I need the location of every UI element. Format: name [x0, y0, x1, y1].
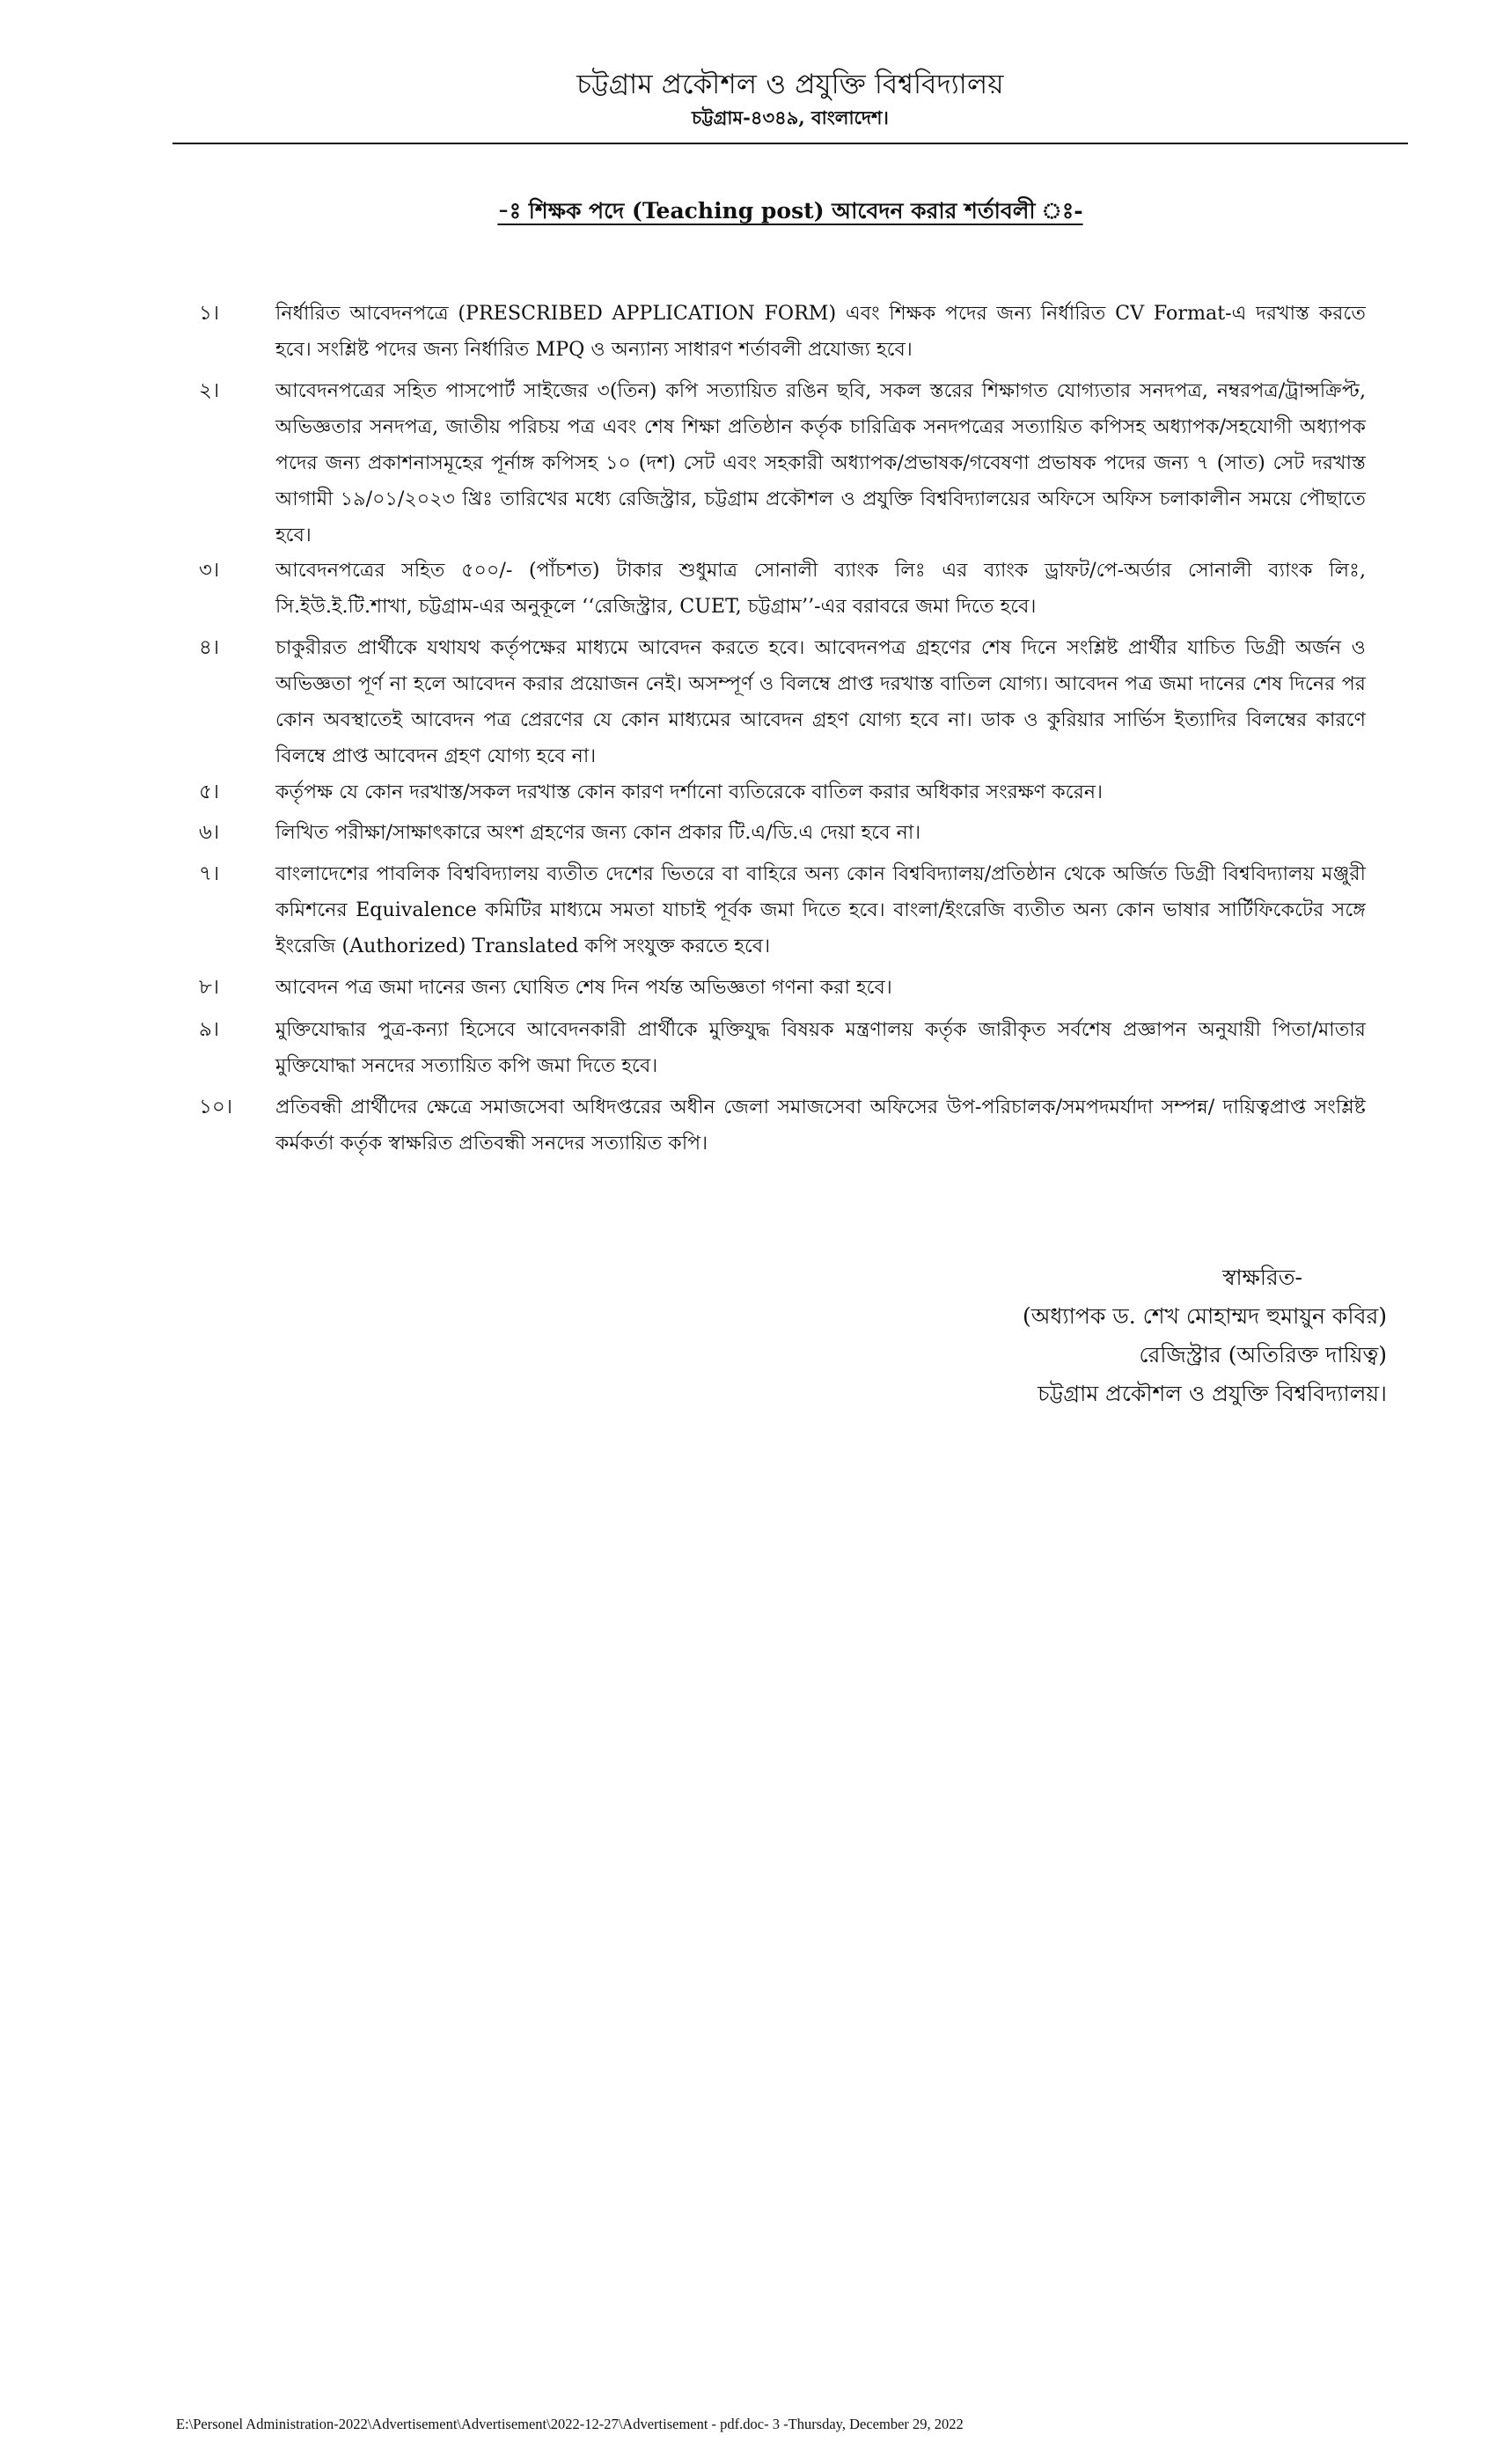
condition-text: লিখিত পরীক্ষা/সাক্ষাৎকারে অংশ গ্রহণের জন্য কোন প্রকার টি.এ/ডি.এ দেয়া হবে না।	[275, 821, 921, 844]
condition-text: কর্তৃপক্ষ যে কোন দরখাস্ত/সকল দরখাস্ত কোন কারণ দর্শানো ব্যতিরেকে বাতিল করার অধিকার সংরক্ষণ করেন।	[275, 781, 1104, 803]
file-path-footer: E:\Personel Administration-2022\Advertisement\Advertisement\2022-12-27\Advertisement - pdf.doc- 3 -Thursday, December 29, 2022	[176, 2416, 964, 2432]
condition-number: ৩।	[199, 559, 220, 582]
condition-text: আবেদনপত্রের সহিত ৫০০/- (পাঁচশত) টাকার শুধুমাত্র সোনালী ব্যাংক লিঃ এর ব্যাংক ড্রাফট/পে-অর্ডার সোনালী ব্যাংক লিঃ, সি.ইউ.ই.টি.শাখা, চট্টগ্রাম-এর অনুকূলে ‘‘রেজিস্ট্রার, CUET, চট্টগ্রাম’’-এর বরাবরে জমা দিতে হবে।	[275, 559, 1366, 618]
condition-text: আবেদনপত্রের সহিত পাসপোর্ট সাইজের ৩(তিন) কপি সত্যায়িত রঙিন ছবি, সকল স্তরের শিক্ষাগত যোগ্যতার সনদপত্র, নম্বরপত্র/ট্রান্সক্রিপ্ট, অভিজ্ঞতার সনদপত্র, জাতীয় পরিচয় পত্র এবং শেষ শিক্ষা প্রতিষ্ঠান কর্তৃক চারিত্রিক সনদপত্রের সত্যায়িত কপিসহ অধ্যাপক/সহযোগী অধ্যাপক পদের জন্য প্রকাশনাসমূহের পূর্নাঙ্গ কপিসহ ১০ (দশ) সেট এবং সহকারী অধ্যাপক/প্রভাষক/গবেষণা প্রভাষক পদের জন্য ৭ (সাত) সেট দরখাস্ত আগামী ১৯/০১/২০২৩ খ্রিঃ তারিখের মধ্যে রেজিস্ট্রার, চট্টগ্রাম প্রকৌশল ও প্রযুক্তি বিশ্ববিদ্যালয়ের অফিসে অফিস চলাকালীন সময়ে পৌছাতে হবে।	[275, 379, 1366, 546]
condition-text: বাংলাদেশের পাবলিক বিশ্ববিদ্যালয় ব্যতীত দেশের ভিতরে বা বাহিরে অন্য কোন বিশ্ববিদ্যালয়/প্রতিষ্ঠান থেকে অর্জিত ডিগ্রী বিশ্ববিদ্যালয় মঞ্জুরী কমিশনের Equivalence কমিটির মাধ্যমে সমতা যাচাই পূর্বক জমা দিতে হবে। বাংলা/ইংরেজি ব্যতীত অন্য কোন ভাষার সার্টিফিকেটের সঙ্গে ইংরেজি (Authorized) Translated কপি সংযুক্ত করতে হবে।	[275, 862, 1366, 957]
condition-number: ১০।	[199, 1096, 233, 1118]
condition-number: ৯।	[199, 1018, 220, 1041]
signature-block	[880, 1258, 1387, 1413]
condition-number: ৪।	[199, 636, 220, 659]
document-title-text: -ঃ শিক্ষক পদে (Teaching post) আবেদন করার শর্তাবলী ঃ-	[497, 198, 1083, 224]
university-name: চট্টগ্রাম প্রকৌশল ও প্রযুক্তি বিশ্ববিদ্যালয়	[576, 69, 1004, 100]
signatory-institution: চট্টগ্রাম প্রকৌশল ও প্রযুক্তি বিশ্ববিদ্যালয়।	[1038, 1381, 1387, 1406]
signatory-name: (অধ্যাপক ড. শেখ মোহাম্মদ হুমায়ুন কবির)	[1023, 1303, 1387, 1329]
condition-text: চাকুরীরত প্রার্থীকে যথাযথ কর্তৃপক্ষের মাধ্যমে আবেদন করতে হবে। আবেদনপত্র গ্রহণের শেষ দিনে সংশ্লিষ্ট প্রার্থীর যাচিত ডিগ্রী অর্জন ও অভিজ্ঞতা পূর্ণ না হলে আবেদন করার প্রয়োজন নেই। অসম্পূর্ণ ও বিলম্বে প্রাপ্ত দরখাস্ত বাতিল যোগ্য। আবেদন পত্র জমা দানের শেষ দিনের পর কোন অবস্থাতেই আবেদন পত্র প্রেরণের যে কোন মাধ্যমের আবেদন গ্রহণ যোগ্য হবে না। ডাক ও কুরিয়ার সার্ভিস ইত্যাদির বিলম্বের কারণে বিলম্বে প্রাপ্ত আবেদন গ্রহণ যোগ্য হবে না।	[275, 636, 1366, 767]
signature-label: স্বাক্ষরিত-	[1222, 1265, 1302, 1290]
condition-number: ৮।	[199, 976, 220, 999]
condition-number: ৬।	[199, 821, 220, 844]
condition-text: মুক্তিযোদ্ধার পুত্র-কন্যা হিসেবে আবেদনকারী প্রার্থীকে মুক্তিযুদ্ধ বিষয়ক মন্ত্রণালয় কর্তৃক জারীকৃত সর্বশেষ প্রজ্ঞাপন অনুযায়ী পিতা/মাতার মুক্তিযোদ্ধা সনদের সত্যায়িত কপি জমা দিতে হবে।	[275, 1018, 1366, 1077]
condition-number: ৭।	[199, 862, 220, 885]
condition-text: নির্ধারিত আবেদনপত্রে (PRESCRIBED APPLICATION FORM) এবং শিক্ষক পদের জন্য নির্ধারিত CV Format-এ দরখাস্ত করতে হবে। সংশ্লিষ্ট পদের জন্য নির্ধারিত MPQ ও অন্যান্য সাধারণ শর্তাবলী প্রযোজ্য হবে।	[275, 302, 1366, 361]
signatory-designation: রেজিস্ট্রার (অতিরিক্ত দায়িত্ব)	[1139, 1342, 1387, 1368]
university-address: চট্টগ্রাম-৪৩৪৯, বাংলাদেশ।	[692, 106, 889, 128]
condition-number: ২।	[199, 379, 220, 402]
condition-text: আবেদন পত্র জমা দানের জন্য ঘোষিত শেষ দিন পর্যন্ত অভিজ্ঞতা গণনা করা হবে।	[275, 976, 892, 999]
condition-number: ১।	[199, 302, 220, 325]
condition-number: ৫।	[199, 781, 220, 803]
condition-text: প্রতিবন্ধী প্রার্থীদের ক্ষেত্রে সমাজসেবা অধিদপ্তরের অধীন জেলা সমাজসেবা অফিসের উপ-পরিচালক/সমপদমর্যাদা সম্পন্ন/ দায়িত্বপ্রাপ্ত সংশ্লিষ্ট কর্মকর্তা কর্তৃক স্বাক্ষরিত প্রতিবন্ধী সনদের সত্যায়িত কপি।	[275, 1096, 1366, 1155]
